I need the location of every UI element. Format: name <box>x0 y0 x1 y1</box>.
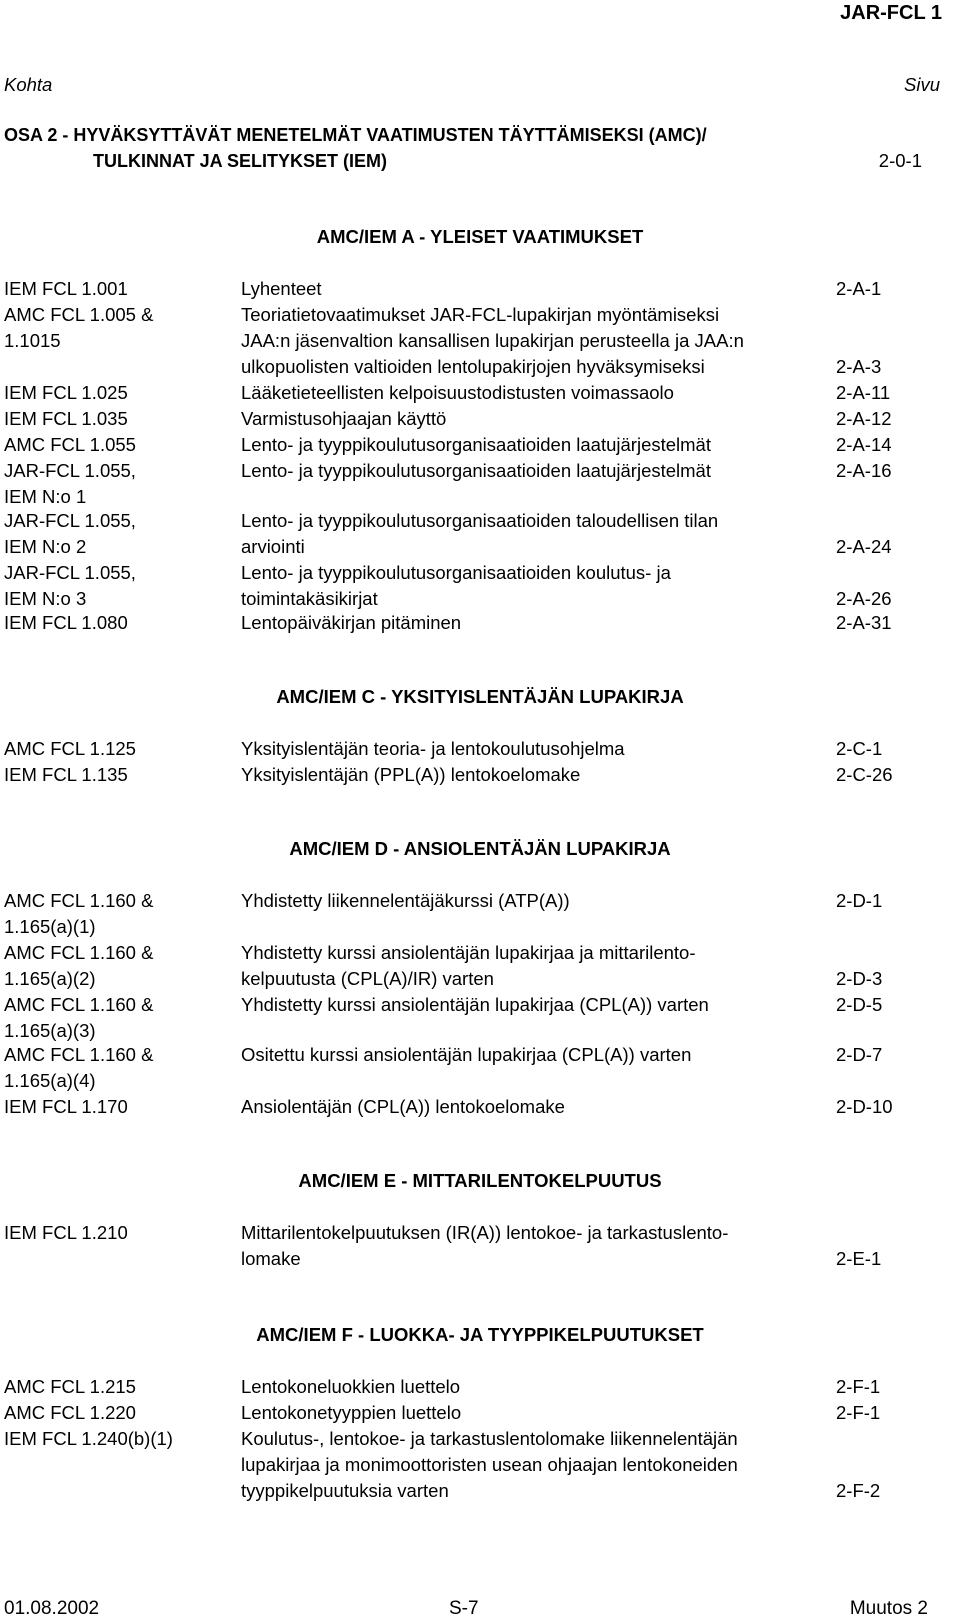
entry-description: kelpuutusta (CPL(A)/IR) varten <box>241 968 494 989</box>
entry-page-number: 2-D-10 <box>836 1096 893 1117</box>
entry-description: Lääketieteellisten kelpoisuustodistusten voimassaolo <box>241 382 674 403</box>
part-title-line1: OSA 2 - HYVÄKSYTTÄVÄT MENETELMÄT VAATIMUSTEN TÄYTTÄMISEKSI (AMC)/ <box>4 125 707 145</box>
entry-description: Lento- ja tyyppikoulutusorganisaatioiden taloudellisen tilan <box>241 510 719 531</box>
entry-description: Lento- ja tyyppikoulutusorganisaatioiden laatujärjestelmät <box>241 460 711 481</box>
entry-page-number: 2-F-2 <box>836 1480 881 1501</box>
entry-code: IEM FCL 1.001 <box>4 278 128 299</box>
entry-description: JAA:n jäsenvaltion kansallisen lupakirjan perusteella ja JAA:n <box>241 330 744 351</box>
entry-code: JAR-FCL 1.055, <box>4 460 136 481</box>
entry-code: IEM N:o 2 <box>4 536 87 557</box>
entry-description: Koulutus-, lentokoe- ja tarkastuslentolomake liikennelentäjän <box>241 1428 738 1449</box>
entry-page-number: 2-A-31 <box>836 612 892 633</box>
entry-code: AMC FCL 1.160 & <box>4 994 154 1015</box>
entry-page-number: 2-A-26 <box>836 588 892 609</box>
entry-page-number: 2-C-1 <box>836 738 883 759</box>
entry-code: JAR-FCL 1.055, <box>4 562 136 583</box>
entry-page-number: 2-A-24 <box>836 536 892 557</box>
entry-code: IEM N:o 3 <box>4 588 87 609</box>
entry-page-number: 2-F-1 <box>836 1376 881 1397</box>
entry-code: IEM FCL 1.080 <box>4 612 128 633</box>
footer-date: 01.08.2002 <box>4 1598 100 1619</box>
entry-description: Teoriatietovaatimukset JAR-FCL-lupakirjan myöntämiseksi <box>241 304 720 325</box>
entry-code: IEM FCL 1.210 <box>4 1222 128 1243</box>
entry-description: Lentokoneluokkien luettelo <box>241 1376 461 1397</box>
section-title: AMC/IEM D - ANSIOLENTÄJÄN LUPAKIRJA <box>289 838 671 859</box>
entry-description: arviointi <box>241 536 305 557</box>
column-header-section: Kohta <box>4 74 53 95</box>
entry-page-number: 2-A-3 <box>836 356 882 377</box>
document-header-title: JAR-FCL 1 <box>840 2 942 24</box>
entry-code: AMC FCL 1.055 <box>4 434 136 455</box>
entry-description: Yhdistetty kurssi ansiolentäjän lupakirjaa ja mittarilento- <box>241 942 696 963</box>
entry-code: 1.165(a)(3) <box>4 1020 96 1041</box>
entry-description: Mittarilentokelpuutuksen (IR(A)) lentokoe- ja tarkastuslento- <box>241 1222 729 1243</box>
entry-code: AMC FCL 1.160 & <box>4 890 154 911</box>
entry-description: ulkopuolisten valtioiden lentolupakirjojen hyväksymiseksi <box>241 356 705 377</box>
entry-code: AMC FCL 1.160 & <box>4 942 154 963</box>
entry-page-number: 2-A-1 <box>836 278 882 299</box>
entry-page-number: 2-F-1 <box>836 1402 881 1423</box>
entry-page-number: 2-A-12 <box>836 408 892 429</box>
entry-description: Ositettu kurssi ansiolentäjän lupakirjaa (CPL(A)) varten <box>241 1044 692 1065</box>
entry-description: lupakirjaa ja monimoottoristen usean ohjaajan lentokoneiden <box>241 1454 738 1475</box>
entry-code: 1.1015 <box>4 330 61 351</box>
footer-page: S-7 <box>449 1598 479 1619</box>
entry-page-number: 2-E-1 <box>836 1248 882 1269</box>
entry-page-number: 2-D-7 <box>836 1044 883 1065</box>
part-page-number: 2-0-1 <box>878 150 922 171</box>
entry-description: Yksityislentäjän (PPL(A)) lentokoelomake <box>241 764 581 785</box>
entry-code: IEM FCL 1.170 <box>4 1096 128 1117</box>
entry-description: Yhdistetty liikennelentäjäkurssi (ATP(A)) <box>241 890 570 911</box>
entry-code: 1.165(a)(2) <box>4 968 96 989</box>
entry-code: AMC FCL 1.215 <box>4 1376 136 1397</box>
entry-description: Lento- ja tyyppikoulutusorganisaatioiden koulutus- ja <box>241 562 671 583</box>
entry-code: IEM FCL 1.025 <box>4 382 128 403</box>
entry-description: Ansiolentäjän (CPL(A)) lentokoelomake <box>241 1096 565 1117</box>
entry-description: Lentokonetyyppien luettelo <box>241 1402 462 1423</box>
part-title-line2: TULKINNAT JA SELITYKSET (IEM) <box>93 151 387 171</box>
entry-code: AMC FCL 1.220 <box>4 1402 136 1423</box>
entry-code: JAR-FCL 1.055, <box>4 510 136 531</box>
entry-page-number: 2-D-1 <box>836 890 883 911</box>
entry-code: IEM FCL 1.240(b)(1) <box>4 1428 173 1449</box>
entry-description: Lyhenteet <box>241 278 322 299</box>
entry-description: Varmistusohjaajan käyttö <box>241 408 447 429</box>
section-title: AMC/IEM C - YKSITYISLENTÄJÄN LUPAKIRJA <box>276 686 684 707</box>
entry-page-number: 2-C-26 <box>836 764 893 785</box>
entry-code: 1.165(a)(1) <box>4 916 96 937</box>
section-title: AMC/IEM E - MITTARILENTOKELPUUTUS <box>298 1170 662 1191</box>
entry-code: IEM FCL 1.135 <box>4 764 128 785</box>
entry-description: toimintakäsikirjat <box>241 588 378 609</box>
entry-page-number: 2-A-14 <box>836 434 892 455</box>
entry-page-number: 2-A-11 <box>836 382 891 403</box>
entry-description: Lento- ja tyyppikoulutusorganisaatioiden laatujärjestelmät <box>241 434 711 455</box>
section-title: AMC/IEM F - LUOKKA- JA TYYPPIKELPUUTUKSET <box>256 1324 704 1345</box>
entry-code: AMC FCL 1.160 & <box>4 1044 154 1065</box>
entry-description: Lentopäiväkirjan pitäminen <box>241 612 462 633</box>
footer-revision: Muutos 2 <box>849 1598 928 1619</box>
entry-page-number: 2-D-5 <box>836 994 883 1015</box>
entry-code: IEM FCL 1.035 <box>4 408 128 429</box>
entry-code: IEM N:o 1 <box>4 486 87 507</box>
entry-code: 1.165(a)(4) <box>4 1070 96 1091</box>
section-title: AMC/IEM A - YLEISET VAATIMUKSET <box>316 226 644 247</box>
entry-page-number: 2-D-3 <box>836 968 883 989</box>
entry-description: tyyppikelpuutuksia varten <box>241 1480 449 1501</box>
entry-description: Yksityislentäjän teoria- ja lentokoulutusohjelma <box>241 738 625 759</box>
entry-description: Yhdistetty kurssi ansiolentäjän lupakirjaa (CPL(A)) varten <box>241 994 709 1015</box>
column-header-page: Sivu <box>904 74 940 95</box>
entry-description: lomake <box>241 1248 301 1269</box>
entry-page-number: 2-A-16 <box>836 460 892 481</box>
entry-code: AMC FCL 1.125 <box>4 738 136 759</box>
entry-code: AMC FCL 1.005 & <box>4 304 154 325</box>
